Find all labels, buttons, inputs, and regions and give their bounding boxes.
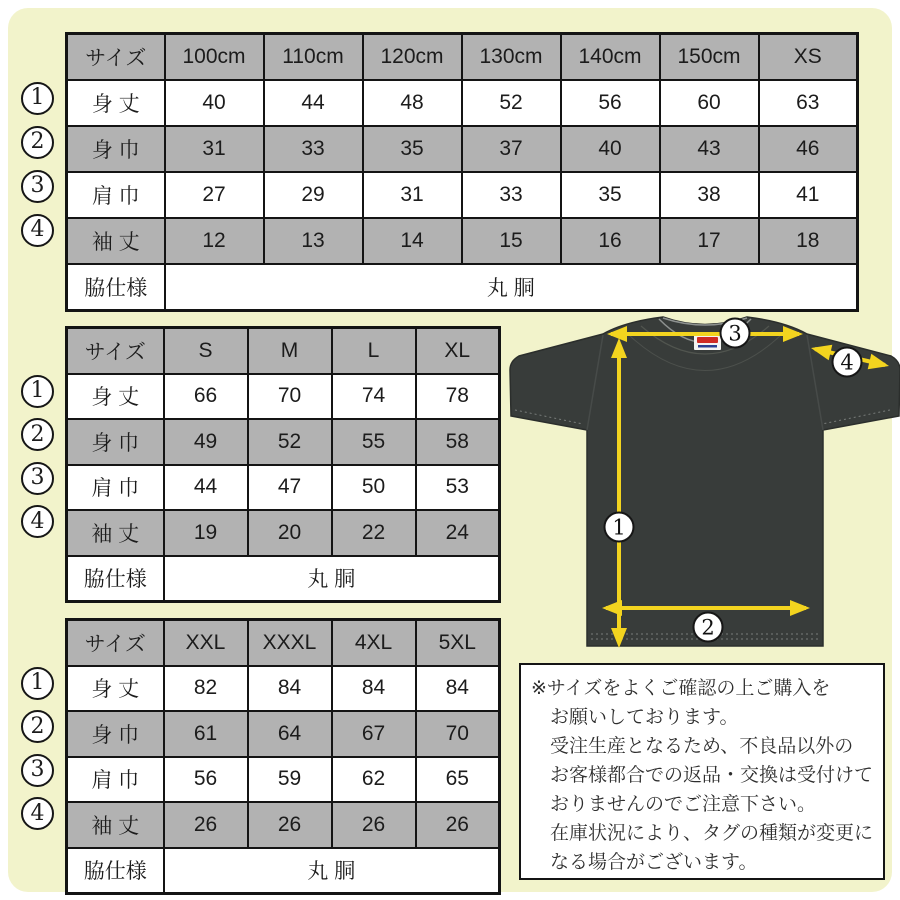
measurement-value: 19 xyxy=(164,510,248,556)
row-marker-circle: 1 xyxy=(21,667,54,700)
side-spec-label: 脇仕様 xyxy=(67,848,164,894)
row-marker-circle: 3 xyxy=(21,170,54,203)
note-box xyxy=(519,663,885,880)
note-line: なる場合がございます。 xyxy=(550,852,758,873)
measurement-value: 48 xyxy=(363,80,462,126)
row-marker-circle: 2 xyxy=(21,418,54,451)
measurement-value: 56 xyxy=(164,757,248,803)
measurement-value: 64 xyxy=(248,711,332,757)
measurement-value: 61 xyxy=(164,711,248,757)
side-spec-value: 丸 胴 xyxy=(165,264,858,311)
row-marker-circle: 1 xyxy=(21,82,54,115)
measurement-value: 31 xyxy=(165,126,264,172)
note-line: 受注生産となるため、不良品以外の xyxy=(550,736,854,757)
measurement-value: 56 xyxy=(561,80,660,126)
measurement-row-label: 肩 巾 xyxy=(67,465,164,511)
row-marker-circle: 4 xyxy=(21,214,54,247)
measurement-value: 58 xyxy=(416,419,500,465)
measurement-value: 14 xyxy=(363,218,462,264)
size-column-header: XXXL xyxy=(248,620,332,666)
size-table xyxy=(65,32,859,312)
measurement-value: 74 xyxy=(332,374,416,420)
measurement-value: 41 xyxy=(759,172,858,218)
measurement-value: 44 xyxy=(264,80,363,126)
row-marker-circle: 2 xyxy=(21,710,54,743)
size-column-header: XS xyxy=(759,34,858,81)
measurement-value: 43 xyxy=(660,126,759,172)
measurement-row-label: 身 巾 xyxy=(67,419,164,465)
svg-text:4: 4 xyxy=(840,350,854,375)
size-column-header: S xyxy=(164,328,248,374)
size-column-header: L xyxy=(332,328,416,374)
measurement-row-label: 身 丈 xyxy=(67,80,165,126)
size-table xyxy=(65,326,501,603)
row-marker-circle: 4 xyxy=(21,505,54,538)
measurement-value: 52 xyxy=(462,80,561,126)
measurement-value: 35 xyxy=(363,126,462,172)
size-header-label: サイズ xyxy=(67,620,164,666)
measurement-value: 78 xyxy=(416,374,500,420)
size-column-header: 5XL xyxy=(416,620,500,666)
size-column-header: 150cm xyxy=(660,34,759,81)
row-marker-circle: 1 xyxy=(21,375,54,408)
svg-text:3: 3 xyxy=(728,321,742,346)
note-line: お願いしております。 xyxy=(550,707,739,728)
measurement-value: 17 xyxy=(660,218,759,264)
size-header-label: サイズ xyxy=(67,34,165,81)
measurement-value: 16 xyxy=(561,218,660,264)
measurement-value: 31 xyxy=(363,172,462,218)
measurement-value: 50 xyxy=(332,465,416,511)
measurement-value: 15 xyxy=(462,218,561,264)
measurement-value: 40 xyxy=(561,126,660,172)
size-column-header: XXL xyxy=(164,620,248,666)
note-line: おりませんのでご注意下さい。 xyxy=(550,794,817,815)
marker-3-circle xyxy=(721,319,750,348)
size-column-header: XL xyxy=(416,328,500,374)
measurement-value: 46 xyxy=(759,126,858,172)
measurement-value: 29 xyxy=(264,172,363,218)
marker-2-circle xyxy=(694,613,723,642)
row-marker-circle: 4 xyxy=(21,797,54,830)
measurement-value: 27 xyxy=(165,172,264,218)
tshirt-diagram xyxy=(505,308,900,660)
size-column-header: 120cm xyxy=(363,34,462,81)
measurement-row-label: 袖 丈 xyxy=(67,802,164,848)
svg-text:2: 2 xyxy=(701,615,715,640)
measurement-value: 49 xyxy=(164,419,248,465)
measurement-row-label: 袖 丈 xyxy=(67,218,165,264)
measurement-value: 70 xyxy=(416,711,500,757)
measurement-value: 65 xyxy=(416,757,500,803)
measurement-row-label: 身 丈 xyxy=(67,666,164,712)
size-column-header: M xyxy=(248,328,332,374)
measurement-row-label: 肩 巾 xyxy=(67,757,164,803)
size-table xyxy=(65,618,501,895)
measurement-value: 37 xyxy=(462,126,561,172)
size-header-label: サイズ xyxy=(67,328,164,374)
measurement-row-label: 身 巾 xyxy=(67,711,164,757)
note-line: ※サイズをよくご確認の上ご購入を xyxy=(531,678,831,699)
measurement-value: 63 xyxy=(759,80,858,126)
measurement-row-label: 肩 巾 xyxy=(67,172,165,218)
measurement-row-label: 身 巾 xyxy=(67,126,165,172)
measurement-value: 38 xyxy=(660,172,759,218)
size-table-kids xyxy=(65,32,859,312)
side-spec-value: 丸 胴 xyxy=(164,556,500,602)
measurement-value: 24 xyxy=(416,510,500,556)
measurement-value: 47 xyxy=(248,465,332,511)
measurement-value: 33 xyxy=(264,126,363,172)
row-marker-circle: 3 xyxy=(21,462,54,495)
side-spec-label: 脇仕様 xyxy=(67,264,165,311)
measurement-value: 84 xyxy=(332,666,416,712)
size-table-s-xl xyxy=(65,326,501,603)
measurement-row-label: 袖 丈 xyxy=(67,510,164,556)
measurement-value: 59 xyxy=(248,757,332,803)
measurement-value: 26 xyxy=(248,802,332,848)
measurement-value: 35 xyxy=(561,172,660,218)
measurement-value: 60 xyxy=(660,80,759,126)
measurement-value: 26 xyxy=(164,802,248,848)
note-line: 在庫状況により、タグの種類が変更に xyxy=(550,823,874,844)
size-table-xxl-5xl xyxy=(65,618,501,895)
size-column-header: 110cm xyxy=(264,34,363,81)
measurement-value: 40 xyxy=(165,80,264,126)
measurement-value: 55 xyxy=(332,419,416,465)
size-column-header: 140cm xyxy=(561,34,660,81)
measurement-value: 44 xyxy=(164,465,248,511)
measurement-value: 66 xyxy=(164,374,248,420)
measurement-value: 52 xyxy=(248,419,332,465)
neck-tag xyxy=(694,334,721,350)
measurement-value: 70 xyxy=(248,374,332,420)
measurement-row-label: 身 丈 xyxy=(67,374,164,420)
size-column-header: 4XL xyxy=(332,620,416,666)
row-marker-circle: 2 xyxy=(21,126,54,159)
measurement-value: 67 xyxy=(332,711,416,757)
measurement-value: 53 xyxy=(416,465,500,511)
measurement-value: 26 xyxy=(416,802,500,848)
measurement-value: 26 xyxy=(332,802,416,848)
measurement-value: 12 xyxy=(165,218,264,264)
note-line: お客様都合での返品・交換は受付けて xyxy=(550,765,874,786)
measurement-value: 20 xyxy=(248,510,332,556)
measurement-value: 82 xyxy=(164,666,248,712)
side-spec-label: 脇仕様 xyxy=(67,556,164,602)
svg-text:1: 1 xyxy=(612,515,626,540)
measurement-value: 13 xyxy=(264,218,363,264)
marker-1-circle xyxy=(605,513,634,542)
measurement-value: 22 xyxy=(332,510,416,556)
measurement-value: 33 xyxy=(462,172,561,218)
size-column-header: 130cm xyxy=(462,34,561,81)
side-spec-value: 丸 胴 xyxy=(164,848,500,894)
size-column-header: 100cm xyxy=(165,34,264,81)
measurement-value: 62 xyxy=(332,757,416,803)
measurement-value: 84 xyxy=(248,666,332,712)
marker-4-circle xyxy=(833,348,862,377)
measurement-value: 84 xyxy=(416,666,500,712)
measurement-value: 18 xyxy=(759,218,858,264)
row-marker-circle: 3 xyxy=(21,754,54,787)
